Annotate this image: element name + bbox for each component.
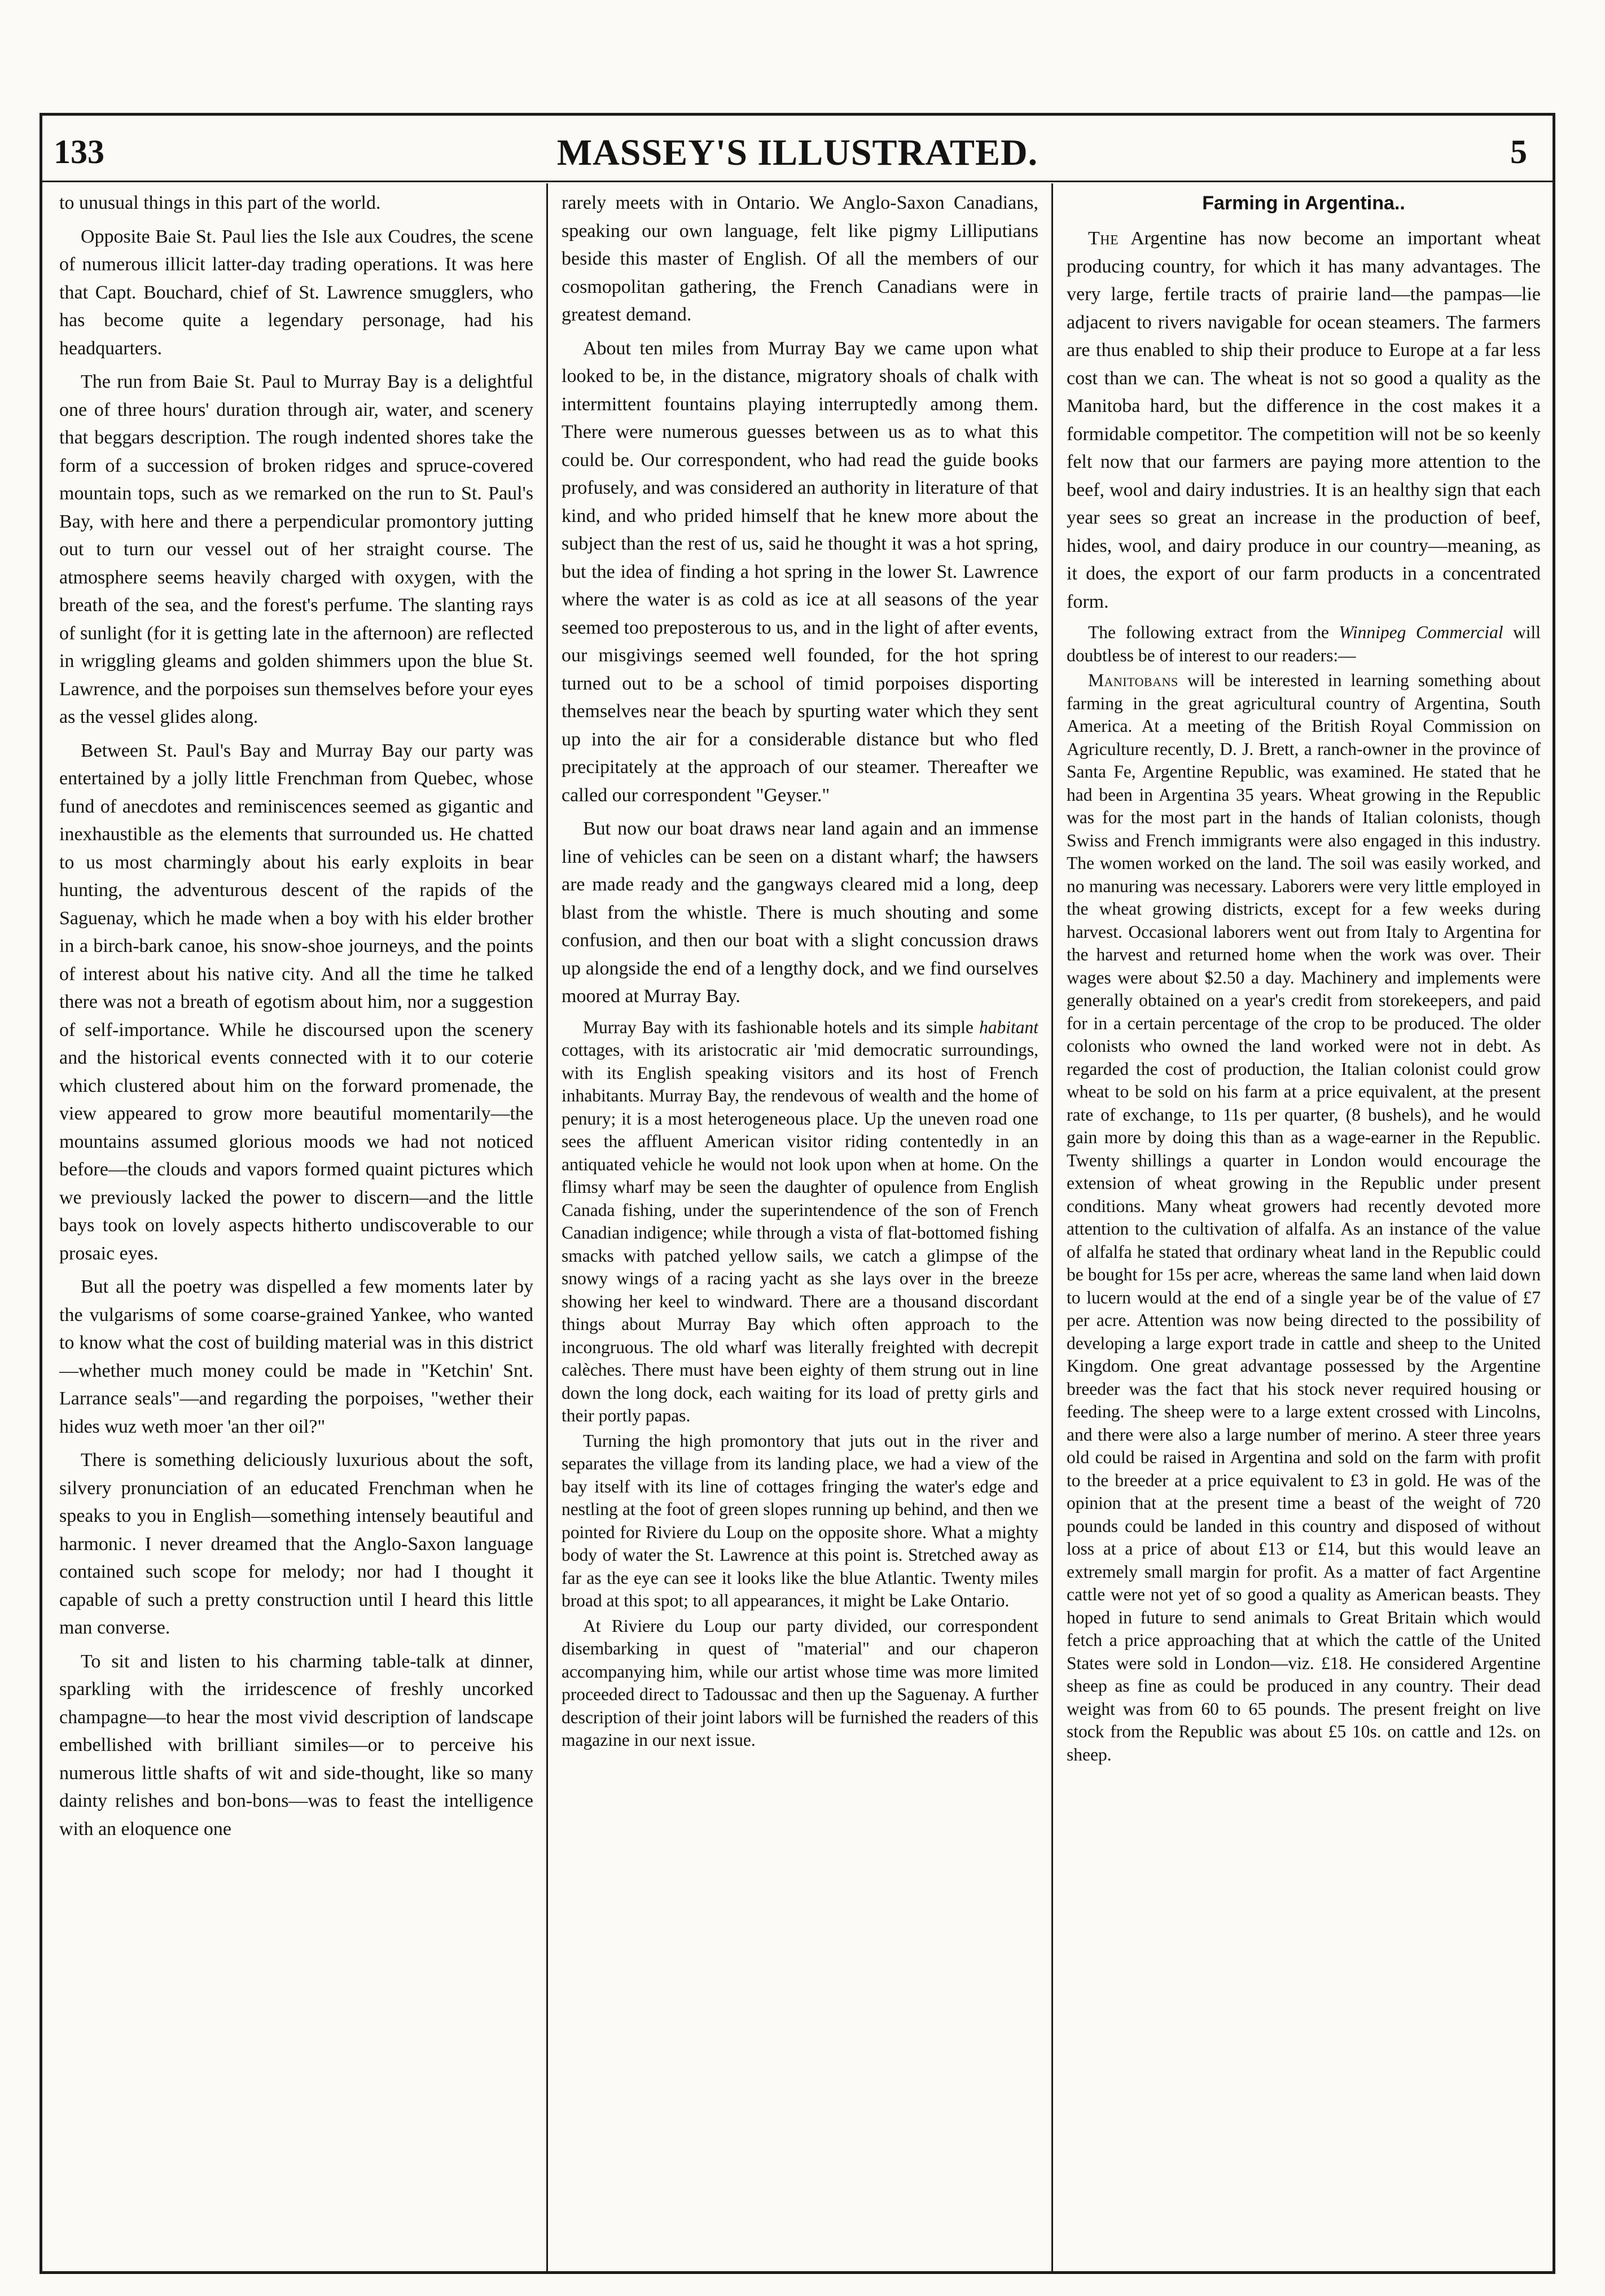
paragraph: At Riviere du Loup our party divided, our correspondent disembarking in quest of "material" and our chaperon accompanying him, while our artist whose time was more limited proceeded direct to Tadoussac and then up the Saguenay. A further description of their joint labors will be furnished the readers of this magazine in our next issue.: [562, 1615, 1038, 1750]
text-run: will doubtless be of interest to our readers:—: [1067, 622, 1541, 665]
lead-word: The: [1088, 228, 1119, 249]
paragraph: rarely meets with in Ontario. We Anglo-Saxon Canadians, speaking our own language, felt like pigmy Lilliputians beside this master of English. Of all the members of our cosmopolitan gathering, the French Canadians were in greatest demand.: [562, 192, 1038, 325]
masthead-title: MASSEY'S ILLUSTRATED.: [556, 132, 1038, 173]
paragraph: Between St. Paul's Bay and Murray Bay our party was entertained by a jolly little Frenchman from Quebec, whose fund of anecdotes and reminiscences seemed as gigantic and inexhaustible as the elements that surrounded us. He chatted to us most charmingly about his early exploits in bear hunting, the adventurous descent of the rapids of the Saguenay, which he made when a boy with his elder brother in a birch-bark canoe, his snow-shoe journeys, and the points of interest about his native city. And all the time he talked there was not a breath of egotism about him, nor a suggestion of self-importance. While he discoursed upon the scenery and the historical events connected with it to our coterie which clustered about him on the forward promenade, the view appeared to grow more beautiful momentarily—the mountains assumed glorious moods we had not noticed before—the clouds and vapors formed quaint pictures which we previously lacked the power to discern—and the little bays took on lovely aspects hitherto undiscoverable to our prosaic eyes.: [59, 740, 533, 1264]
paragraph: About ten miles from Murray Bay we came upon what looked to be, in the distance, migratory shoals of chalk with intermittent fountains playing interruptedly among them. There were numerous guesses between us as to what this could be. Our correspondent, who had read the guide books profusely, and was considered an authority in literature of that kind, and who prided himself that he knew more about the subject than the rest of us, said he thought it was a hot spring, but the idea of finding a hot spring in the lower St. Lawrence where the water is as cold as ice at all seasons of the year seemed too preposterous to us, and in the light of after events, our misgivings seemed well founded, for the hot spring turned out to be a school of timid porpoises disporting themselves near the beach by spurting water which they sent up into the air for a considerable distance but who fled precipitately at the approach of our steamer. Thereafter we called our correspondent "Geyser.": [562, 337, 1038, 806]
paragraph: [1067, 621, 1541, 667]
text-run: The following extract from the: [1088, 622, 1339, 642]
paragraph: But all the poetry was dispelled a few moments later by the vulgarisms of some coarse-grained Yankee, who wanted to know what the cost of building material was in this district—whether much money could be made in "Ketchin' Snt. Larrance seals"—and regarding the porpoises, "wether their hides wuz weth moer 'an ther oil?": [59, 1276, 533, 1437]
column-divider: [1051, 183, 1053, 2271]
paragraph: to unusual things in this part of the world.: [59, 192, 381, 213]
paragraph: The run from Baie St. Paul to Murray Bay is a delightful one of three hours' duration through air, water, and scenery that beggars description. The rough indented shores take the form of a succession of broken ridges and spruce-covered mountain tops, such as we remarked on the run to St. Paul's Bay, with here and there a perpendicular promontory jutting out to turn our vessel out of her straight course. The atmosphere seems heavily charged with oxygen, with the breath of the sea, and the forest's perfume. The slanting rays of sunlight (for it is getting late in the afternoon) are reflected in wriggling gleams and golden shimmers upon the blue St. Lawrence, and the porpoises sun themselves before your eyes as the vessel glides along.: [59, 371, 533, 727]
paragraph: [1067, 225, 1541, 616]
text-run: will be interested in learning something about farming in the great agricultural country of Argentina, South America. At a meeting of the British Royal Commission on Agriculture recently, D. J. Brett, a ranch-owner in the province of Santa Fe, Argentine Republic, was examined. He stated that he had been in Argentina 35 years. Wheat growing in the Republic was for the most part in the hands of Italian colonists, though Swiss and French immigrants were also engaged in this industry. The women worked on the land. The soil was easily worked, and no manuring was necessary. Laborers were very little employed in the wheat growing districts, except for a few weeks during harvest. Occasional laborers went out from Italy to Argentina for the harvest and returned home when the work was over. Their wages were about $2.50 a day. Machinery and implements were generally obtained on a year's credit from storekeepers, and paid for in a certain percentage of the crop to be produced. The older colonists who owned the land worked were not in debt. As regarded the cost of production, the Italian colonist could grow wheat to be sold on his farm at a price equivalent, at the present rate of exchange, to 11s per quarter, (8 bushels), and he would gain more by doing this than as a wage-earner in the Republic. Twenty shillings a quarter in London would encourage the extension of wheat growing in the Republic under present conditions. Many wheat growers had recently devoted more attention to the cultivation of alfalfa. As an instance of the value of alfalfa he stated that ordinary wheat land in the Republic could be bought for 15s per acre, whereas the same land when laid down to lucern would at the end of a single year be of the value of £7 per acre. Attention was now being directed to the possibility of developing a large export trade in cattle and sheep to the United Kingdom. One great advantage possessed by the Argentine breeder was the fact that his stock never required housing or feeding. The sheep were to a large extent crossed with Lincolns, and there were also a large number of merino. A steer three years old could be raised in Argentina and sold on the farm with profit to the breeder at a price equivalent to £3 in gold. He was of the opinion that at the present time a beast of the weight of 720 pounds could be landed in this country and disposed of without loss at a price of about £13 or £14, but this would leave an extremely small margin for profit. As a matter of fact Argentine cattle were not yet of so good a quality as American beasts. They hoped in future to send animals to Great Britain which would fetch a price approaching that at which the cattle of the United States were sold in London—viz. £18. He considered Argentine sheep as fine as could be produced in any country. Their dead weight was from 60 to 65 pounds. The present freight on live stock from the Republic was about £5 10s. on cattle and 12s. on sheep.: [1067, 670, 1541, 1764]
page-number-right: 5: [1510, 133, 1527, 170]
text-run: Argentine has now become an important wheat producing country, for which it has many advantages. The very large, fertile tracts of prairie land—the pampas—lie adjacent to rivers navigable for ocean steamers. The farmers are thus enabled to ship their produce to Europe at a far less cost than we can. The wheat is not so good a quality as the Manitoba hard, but the difference in the cost makes it a formidable competitor. The competition will not be so keenly felt now that our farmers are paying more attention to the beef, wool and dairy industries. It is an healthy sign that each year sees so great an increase in the production of beef, hides, wool, and dairy produce in our country—meaning, as it does, the export of our farm products in a concentrated form.: [1067, 228, 1541, 612]
article-title: Farming in Argentina..: [1202, 192, 1405, 214]
paragraph: There is something deliciously luxurious about the soft, silvery pronunciation of an educated Frenchman when he speaks to you in English—something intensely beautiful and harmonic. I never dreamed that the Anglo-Saxon language contained such scope for melody; nor had I thought it capable of such a pretty construction until I heard this little man converse.: [59, 1450, 533, 1638]
paragraph: To sit and listen to his charming table-talk at dinner, sparkling with the irridescence of freshly uncorked champagne—to hear the most vivid description of landscape embellished with brilliant similes—or to perceive his numerous little shafts of wit and side-thought, like so many dainty relishes and bon-bons—was to feast the intelligence with an eloquence one: [59, 1650, 533, 1840]
italic-term: habitant: [979, 1017, 1038, 1037]
column-left: [59, 183, 533, 2271]
text-run: cottages, with its aristocratic air 'mid democratic surroundings, with its English speaking visitors and its host of French inhabitants. Murray Bay, the rendevous of wealth and the home of penury; it is a most heterogeneous place. Up the uneven road one sees the affluent American visitor riding contentedly in an antiquated vehicle he would not look upon when at home. On the flimsy wharf may be seen the daughter of opulence from English Canada fishing, under the superintendence of the son of French Canadian indigence; while through a vista of flat-bottomed fishing smacks with patched yellow sails, we catch a glimpse of the snowy wings of a racing yacht as she lays over in the breeze showing her keel to windward. There are a thousand discordant things about Murray Bay which often approach to the incongruous. The old wharf was literally freighted with decrepit calèches. There must have been eighty of them strung out in line down the long dock, each waiting for its load of pretty girls and their portly papas.: [562, 1040, 1038, 1425]
paragraph: [562, 1016, 1038, 1428]
paragraph: Turning the high promontory that juts out in the river and separates the village from its landing place, we had a view of the bay itself with its line of cottages fringing the water's edge and nestling at the foot of green slopes running up behind, and then we pointed for Riviere du Loup on the opposite shore. What a mighty body of water the St. Lawrence at this point is. Stretched away as far as the eye can see it looks like the blue Atlantic. Twenty miles broad at this spot; to all appearances, it might be Lake Ontario.: [562, 1430, 1038, 1610]
paragraph: But now our boat draws near land again and an immense line of vehicles can be seen on a distant wharf; the hawsers are made ready and the gangways cleared mid a long, deep blast from the whistle. There is much shouting and some confusion, and then our boat with a slight concussion draws up alongside the end of a lengthy dock, and we find ourselves moored at Murray Bay.: [562, 818, 1038, 1007]
column-middle: [562, 183, 1038, 2271]
page-header: [42, 116, 1553, 182]
page-number-left: 133: [54, 133, 104, 170]
text-run: Murray Bay with its fashionable hotels and its simple: [583, 1017, 979, 1037]
column-right: [1067, 183, 1541, 2271]
paragraph: Opposite Baie St. Paul lies the Isle aux Coudres, the scene of numerous illicit latter-day trading operations. It was here that Capt. Bouchard, chief of St. Lawrence smugglers, who has become quite a legendary personage, had his headquarters.: [59, 226, 533, 359]
quoted-extract: [1067, 669, 1541, 1766]
italic-title: Winnipeg Commercial: [1339, 622, 1503, 642]
magazine-page: [40, 113, 1555, 2274]
lead-word: Manitobans: [1088, 670, 1178, 690]
column-divider: [546, 183, 548, 2271]
